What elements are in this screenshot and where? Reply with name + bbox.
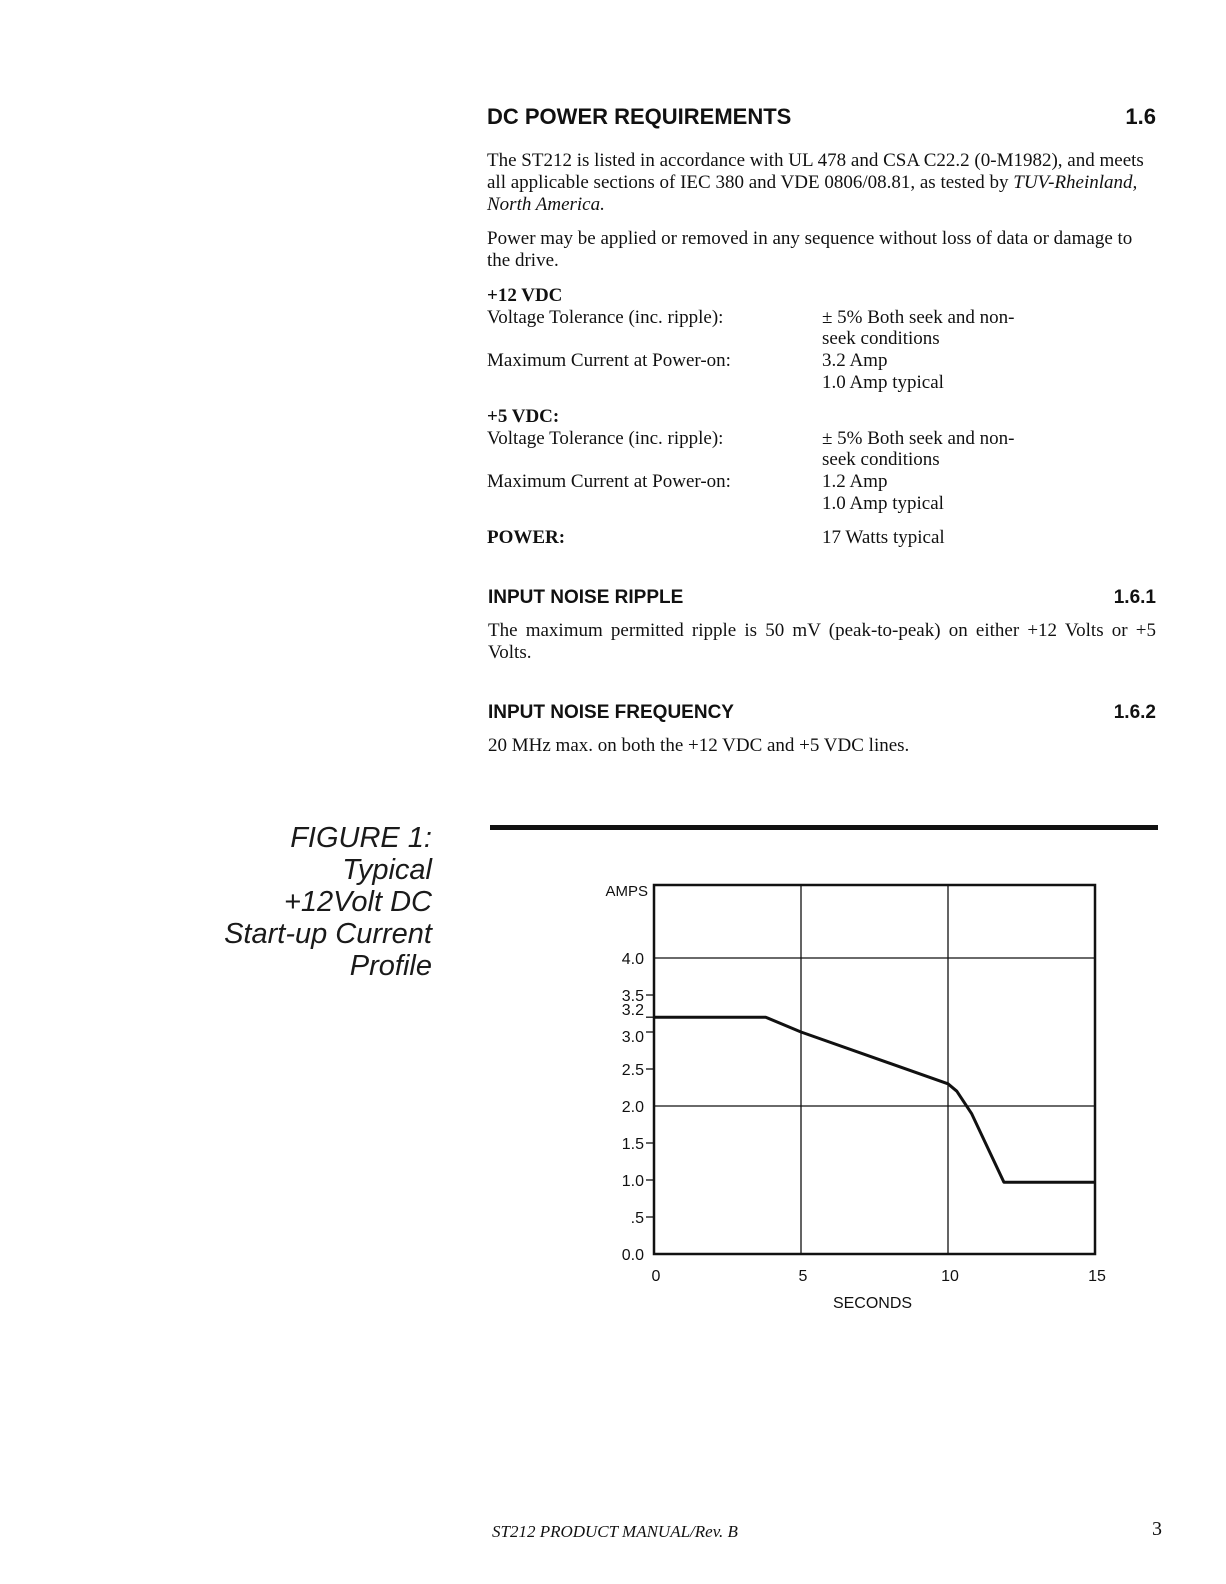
chart-series-line [654, 1017, 1095, 1182]
chart-y-tick-label: 1.0 [621, 1173, 644, 1190]
subsection-ripple-title: INPUT NOISE RIPPLE [488, 587, 684, 608]
chart-y-tick-label: 3.2 [621, 1002, 644, 1020]
footer-manual-title: ST212 PRODUCT MANUAL/Rev. B [492, 1522, 738, 1541]
spec-power-value: 17 Watts typical [822, 527, 945, 548]
chart-y-tick-label: .5 [630, 1210, 644, 1227]
chart-x-axis-label: SECONDS [832, 1295, 913, 1312]
chart-y-tick-label: 3.5 [621, 988, 644, 1005]
spec-12v-tolerance-label: Voltage Tolerance (inc. ripple): [487, 307, 724, 328]
spec-5v-tolerance-value-1: ± 5% Both seek and non- [822, 428, 1015, 449]
section-number: 1.6 [1125, 104, 1156, 129]
spec-5v-current-value-1: 1.2 Amp [822, 471, 888, 492]
spec-12v-current-value-1: 3.2 Amp [822, 350, 888, 371]
intro-paragraph-tuv: TUV-Rheinland, North America. [487, 172, 1138, 215]
figure-caption-line: +12Volt DC [283, 886, 432, 918]
chart-x-tick-label: 0 [651, 1268, 661, 1285]
figure-caption-line: FIGURE 1: [290, 822, 432, 854]
chart-x-tick-label: 15 [1088, 1268, 1106, 1285]
spec-12v-current-value-2: 1.0 Amp typical [822, 372, 944, 393]
chart-y-tick-label: 4.0 [621, 951, 644, 968]
spec-5v-current-label: Maximum Current at Power-on: [487, 471, 731, 492]
chart-y-tick-label: 3.0 [621, 1029, 644, 1046]
chart-y-tick-label: 2.5 [621, 1062, 644, 1079]
intro-paragraph-text: The ST212 is listed in accordance with UL 478 and CSA C22.2 (0-M1982), and meets all applicable sections of IEC 380 and VDE 0806/08.81, as tested by [487, 150, 1144, 193]
subsection-frequency-title: INPUT NOISE FREQUENCY [488, 702, 734, 723]
chart-y-tick-label: 0.0 [621, 1247, 644, 1264]
subsection-frequency-text: 20 MHz max. on both the +12 VDC and +5 VDC lines. [488, 735, 910, 756]
chart-x-tick-label: 10 [941, 1268, 959, 1285]
spec-5v-heading: +5 VDC: [487, 406, 560, 427]
subsection-ripple-text: The maximum permitted ripple is 50 mV (peak-to-peak) on either +12 Volts or +5 Volts. [488, 620, 1156, 663]
spec-12v-tolerance-value-1: ± 5% Both seek and non- [822, 307, 1015, 328]
chart-y-tick-label: 2.0 [621, 1099, 644, 1116]
power-sequence-paragraph: Power may be applied or removed in any sequence without loss of data or damage to the drive. [487, 228, 1133, 271]
figure-caption-line: Start-up Current [224, 918, 432, 950]
spec-12v-tolerance-value-2: seek conditions [822, 328, 940, 349]
spec-5v-tolerance-value-2: seek conditions [822, 449, 940, 470]
chart-y-tick-label: 1.5 [621, 1136, 644, 1153]
chart-frame [654, 885, 1095, 1254]
subsection-frequency-number: 1.6.2 [1113, 702, 1156, 723]
section-title: DC POWER REQUIREMENTS [487, 104, 792, 129]
figure-caption-line: Typical [342, 854, 432, 886]
spec-12v-heading: +12 VDC [487, 285, 563, 306]
footer-page-number: 3 [1152, 1518, 1162, 1540]
figure-caption-line: Profile [349, 950, 432, 982]
spec-5v-current-value-2: 1.0 Amp typical [822, 493, 944, 514]
subsection-ripple-number: 1.6.1 [1113, 587, 1156, 608]
spec-power-label: POWER: [487, 527, 566, 548]
spec-12v-current-label: Maximum Current at Power-on: [487, 350, 731, 371]
chart-y-axis-label: AMPS [605, 883, 648, 900]
spec-5v-tolerance-label: Voltage Tolerance (inc. ripple): [487, 428, 724, 449]
chart-x-tick-label: 5 [798, 1268, 808, 1285]
